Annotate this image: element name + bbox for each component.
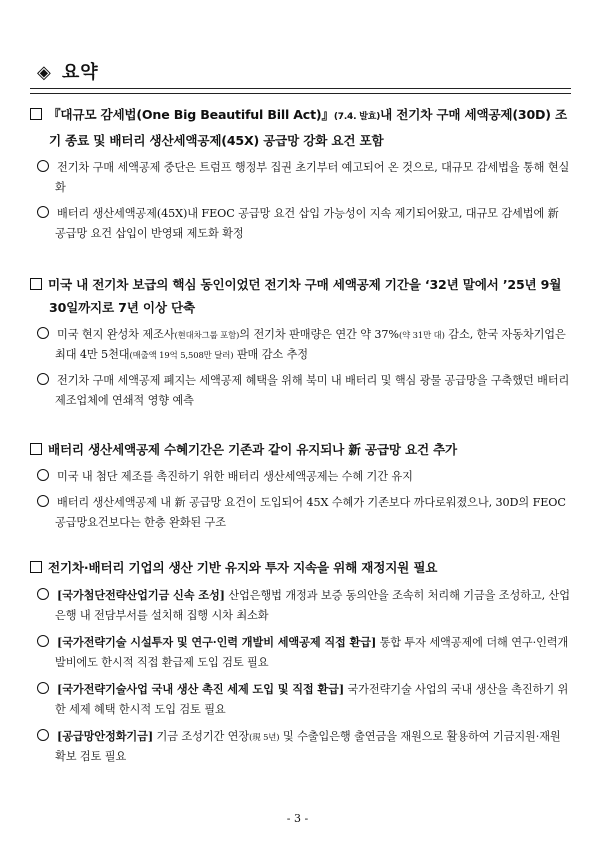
section-4-title: 전기차·배터리 기업의 생산 기반 유지와 투자 지속을 위해 재정지원 필요 (30, 556, 571, 579)
section-4-item-1: [국가첨단전략산업기금 신속 조성] 산업은행법 개정과 보증 동의안을 조속히 처리해 기금을 조성하고, 산업은행 내 전담부서를 설치해 집행 시차 최소화 (30, 585, 571, 626)
square-bullet-icon (30, 443, 42, 455)
section-3-title: 배터리 생산세액공제 수혜기간은 기존과 같이 유지되나 新 공급망 요건 추가 (30, 438, 571, 461)
square-bullet-icon (30, 278, 42, 290)
diamond-bullet-icon: ◈ (37, 62, 52, 83)
summary-title: 요약 (61, 62, 99, 83)
circle-bullet-icon (37, 682, 49, 694)
section-4-item-3: [국가전략기술사업 국내 생산 촉진 세제 도입 및 직접 환급] 국가전략기술 사업의 국내 생산을 촉진하기 위한 세제 혜택 한시적 도입 검토 필요 (30, 679, 571, 720)
circle-bullet-icon (37, 495, 49, 507)
summary-heading (37, 58, 99, 84)
circle-bullet-icon (37, 206, 49, 218)
square-bullet-icon (30, 561, 42, 573)
square-bullet-icon (30, 108, 42, 120)
circle-bullet-icon (37, 729, 49, 741)
section-2 (30, 273, 571, 411)
circle-bullet-icon (37, 327, 49, 339)
section-3 (30, 438, 571, 533)
heading-rule-top (30, 88, 571, 89)
section-1-item-2: 배터리 생산세액공제(45X)내 FEOC 공급망 요건 삽입 가능성이 지속 제기되어왔고, 대규모 감세법에 新 공급망 요건 삽입이 반영돼 제도화 확정 (30, 204, 571, 244)
section-1-title: 『대규모 감세법(One Big Beautiful Bill Act)』(7.4. 발효)내 전기차 구매 세액공제(30D) 조기 종료 및 배터리 생산세액공제(45X) 공급망 강화 요건 포함 (30, 103, 571, 152)
section-2-title: 미국 내 전기차 보급의 핵심 동인이었던 전기차 구매 세액공제 기간을 ‘32년 말에서 ’25년 9월 30일까지로 7년 이상 단축 (30, 273, 571, 319)
section-2-item-1: 미국 현지 완성차 제조사(현대차그룹 포함)의 전기차 판매량은 연간 약 37%(약 31만 대) 감소, 한국 자동차기업은 최대 4만 5천대(매출액 19억 5,508만 달러) 판매 감소 추정 (30, 325, 571, 365)
circle-bullet-icon (37, 160, 49, 172)
section-1-item-1: 전기차 구매 세액공제 중단은 트럼프 행정부 집권 초기부터 예고되어 온 것으로, 대규모 감세법을 통해 현실화 (30, 158, 571, 198)
circle-bullet-icon (37, 469, 49, 481)
section-3-item-2: 배터리 생산세액공제 내 新 공급망 요건이 도입되어 45X 수혜가 기존보다 까다로워졌으나, 30D의 FEOC 공급망요건보다는 한층 완화된 구조 (30, 493, 571, 533)
circle-bullet-icon (37, 373, 49, 385)
page-number: - 3 - (286, 812, 309, 825)
section-4-item-4: [공급망안정화기금] 기금 조성기간 연장(現 5년) 및 수출입은행 출연금을 재원으로 활용하여 기금지원·재원확보 검토 필요 (30, 726, 571, 767)
circle-bullet-icon (37, 588, 49, 600)
section-4-item-2: [국가전략기술 시설투자 및 연구·인력 개발비 세액공제 직접 환급] 통합 투자 세액공제에 더해 연구·인력개발비에도 한시적 직접 환급제 도입 검토 필요 (30, 632, 571, 673)
section-4 (30, 556, 571, 767)
heading-rule-bottom (30, 93, 571, 94)
circle-bullet-icon (37, 635, 49, 647)
section-2-item-2: 전기차 구매 세액공제 폐지는 세액공제 혜택을 위해 북미 내 배터리 및 핵심 광물 공급망을 구축했던 배터리 제조업체에 연쇄적 영향 예측 (30, 371, 571, 411)
section-1 (30, 103, 571, 244)
section-3-item-1: 미국 내 첨단 제조를 촉진하기 위한 배터리 생산세액공제는 수혜 기간 유지 (30, 467, 571, 487)
